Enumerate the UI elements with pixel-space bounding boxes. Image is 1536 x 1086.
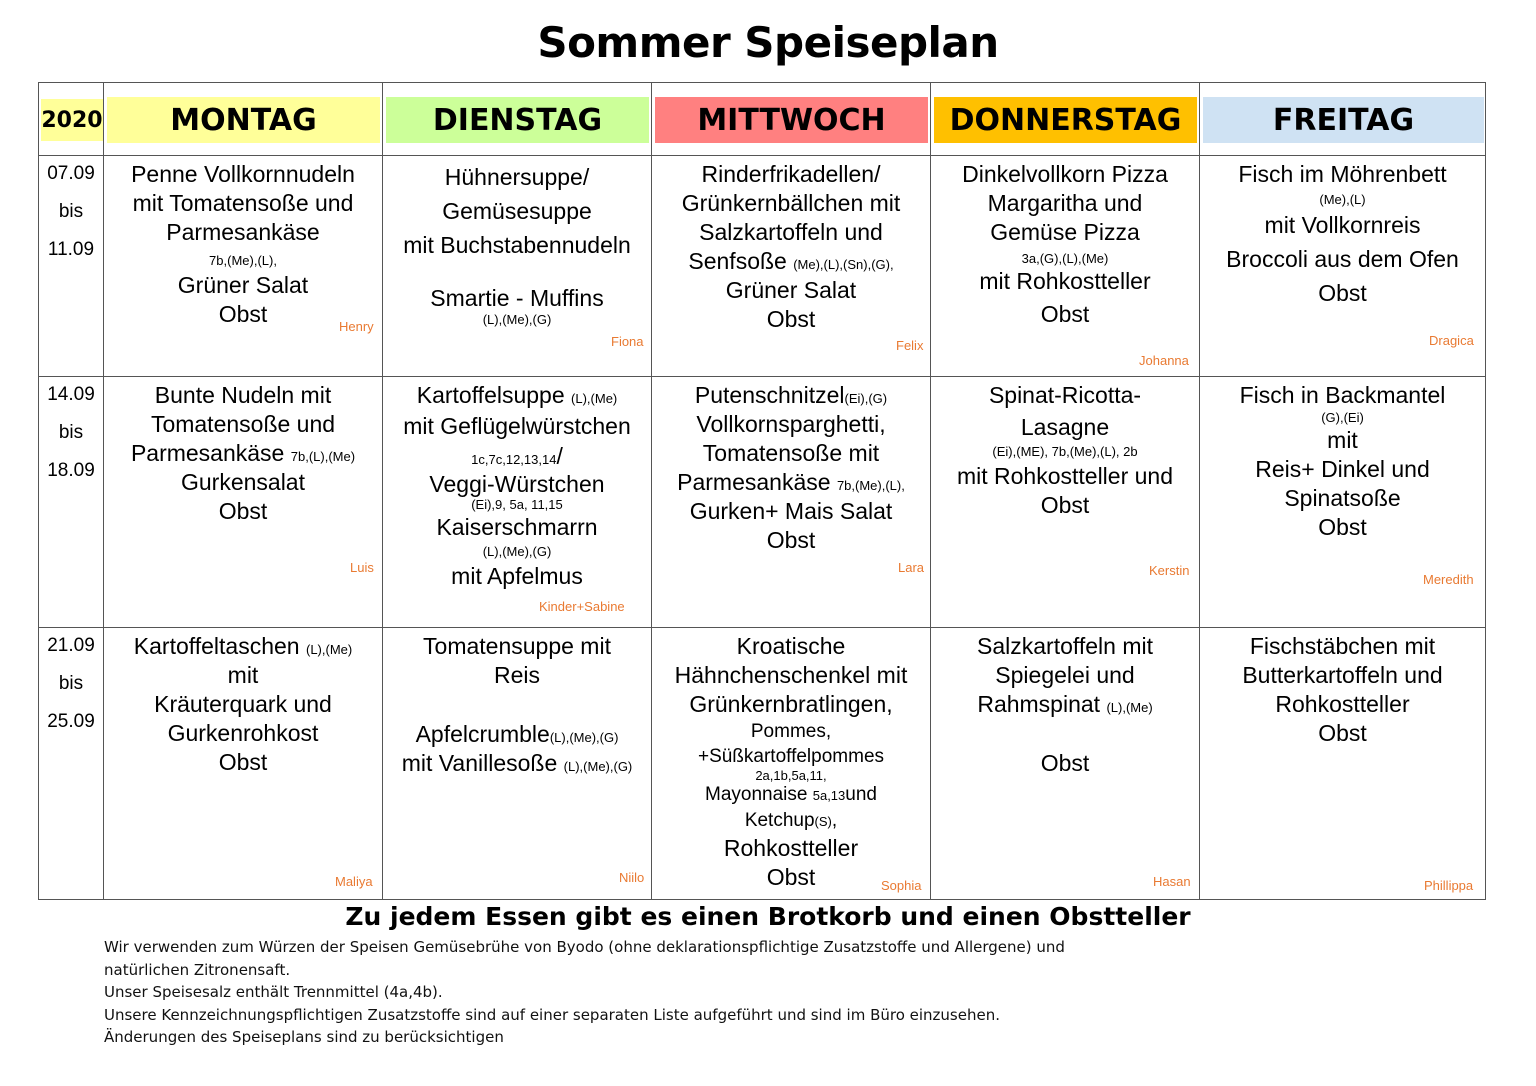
menu-cell-w2-monday: Bunte Nudeln mit Tomatensoße und Parmesankäse 7b,(L),(Me) Gurkensalat Obst xyxy=(130,382,356,524)
cook-name: Luis xyxy=(350,560,374,575)
menu-cell-w3-wednesday: Kroatische Hähnchenschenkel mit Grünkernbratlingen, Pommes, +Süßkartoffelpommes 2a,1b,5a,11, Mayonnaise 5a,13und Ketchup(S), Rohkostteller Obst xyxy=(674,633,908,890)
day-header-friday: FREITAG xyxy=(1203,97,1484,143)
cook-name: Henry xyxy=(339,319,374,334)
note-line: Wir verwenden zum Würzen der Speisen Gemüsebrühe von Byodo (ohne deklarationspflichtige Zusatzstoffe und Allergene) und xyxy=(104,938,1065,956)
cook-name: Lara xyxy=(898,560,925,575)
menu-cell-w1-monday: Penne Vollkornnudeln mit Tomatensoße und Parmesankäse 7b,(Me),(L), Grüner Salat Obst xyxy=(131,161,355,327)
cook-name: Niilo xyxy=(619,870,645,885)
cook-name: Maliya xyxy=(335,874,373,889)
cook-name: Dragica xyxy=(1429,333,1474,348)
menu-cell-w2-tuesday: Kartoffelsuppe (L),(Me) mit Geflügelwürstchen 1c,7c,12,13,14/ Veggi-Würstchen (Ei),9, 5a, 11,15 Kaiserschmarrn (L),(Me),(G) mit Apfelmus xyxy=(403,382,631,589)
menu-cell-w2-friday: Fisch in Backmantel (G),(Ei) mit Reis+ Dinkel und Spinatsoße Obst xyxy=(1239,382,1446,540)
week-3-dates: 21.09 bis 25.09 xyxy=(47,635,95,732)
note-line: Änderungen des Speiseplans sind zu berücksichtigen xyxy=(104,1028,504,1046)
menu-cell-w1-wednesday: Rinderfrikadellen/ Grünkernbällchen mit Salzkartoffeln und Senfsoße (Me),(L),(Sn),(G), Grüner Salat Obst xyxy=(681,161,901,332)
cook-name: Felix xyxy=(896,338,924,353)
footer-notes xyxy=(104,936,1065,1049)
cook-name: Johanna xyxy=(1139,353,1189,368)
menu-cell-w2-thursday: Spinat-Ricotta- Lasagne (Ei),(ME), 7b,(Me),(L), 2b mit Rohkostteller und Obst xyxy=(956,382,1174,518)
day-header-wednesday: MITTWOCH xyxy=(655,97,928,143)
week-2-dates: 14.09 bis 18.09 xyxy=(47,384,95,481)
cook-name: Sophia xyxy=(881,878,922,893)
cook-name: Kinder+Sabine xyxy=(539,599,625,614)
page-title: Sommer Speiseplan xyxy=(537,18,999,67)
day-header-tuesday: DIENSTAG xyxy=(386,97,649,143)
note-line: Unsere Kennzeichnungspflichtigen Zusatzstoffe sind auf einer separaten Liste aufgeführt und sind im Büro einzusehen. xyxy=(104,1005,1000,1024)
cook-name: Meredith xyxy=(1423,572,1474,587)
footer-headline: Zu jedem Essen gibt es einen Brotkorb und einen Obstteller xyxy=(345,902,1191,931)
cook-name: Fiona xyxy=(611,334,644,349)
menu-cell-w2-wednesday: Putenschnitzel(Ei),(G) Vollkornsparghetti, Tomatensoße mit Parmesankäse 7b,(Me),(L), Gurken+ Mais Salat Obst xyxy=(677,382,905,553)
menu-cell-w3-monday: Kartoffeltaschen (L),(Me) mit Kräuterquark und Gurkenrohkost Obst xyxy=(133,633,353,775)
note-line: natürlichen Zitronensaft. xyxy=(104,960,291,979)
day-header-monday: MONTAG xyxy=(107,97,380,143)
menu-cell-w3-thursday: Salzkartoffeln mit Spiegelei und Rahmspinat (L),(Me) Obst xyxy=(977,633,1153,776)
menu-cell-w3-friday: Fischstäbchen mit Butterkartoffeln und Rohkostteller Obst xyxy=(1242,633,1443,746)
note-line: Unser Speisesalz enthält Trennmittel (4a,4b). xyxy=(104,983,443,1001)
cook-name: Hasan xyxy=(1153,874,1191,889)
year-label: 2020 xyxy=(41,99,103,141)
menu-table xyxy=(38,82,1486,900)
menu-cell-w1-thursday: Dinkelvollkorn Pizza Margaritha und Gemüse Pizza 3a,(G),(L),(Me) mit Rohkostteller Obst xyxy=(962,161,1168,327)
menu-cell-w1-friday: Fisch im Möhrenbett (Me),(L) mit Vollkornreis Broccoli aus dem Ofen Obst xyxy=(1226,161,1459,306)
cook-name: Kerstin xyxy=(1149,563,1190,578)
day-header-thursday: DONNERSTAG xyxy=(934,97,1197,143)
menu-cell-w3-tuesday: Tomatensuppe mit Reis Apfelcrumble(L),(Me),(G) mit Vanillesoße (L),(Me),(G) xyxy=(401,633,633,776)
cook-name: Phillippa xyxy=(1424,878,1474,893)
week-1-dates: 07.09 bis 11.09 xyxy=(47,163,95,260)
menu-cell-w1-tuesday: Hühnersuppe/ Gemüsesuppe mit Buchstabennudeln Smartie - Muffins (L),(Me),(G) xyxy=(403,164,631,327)
